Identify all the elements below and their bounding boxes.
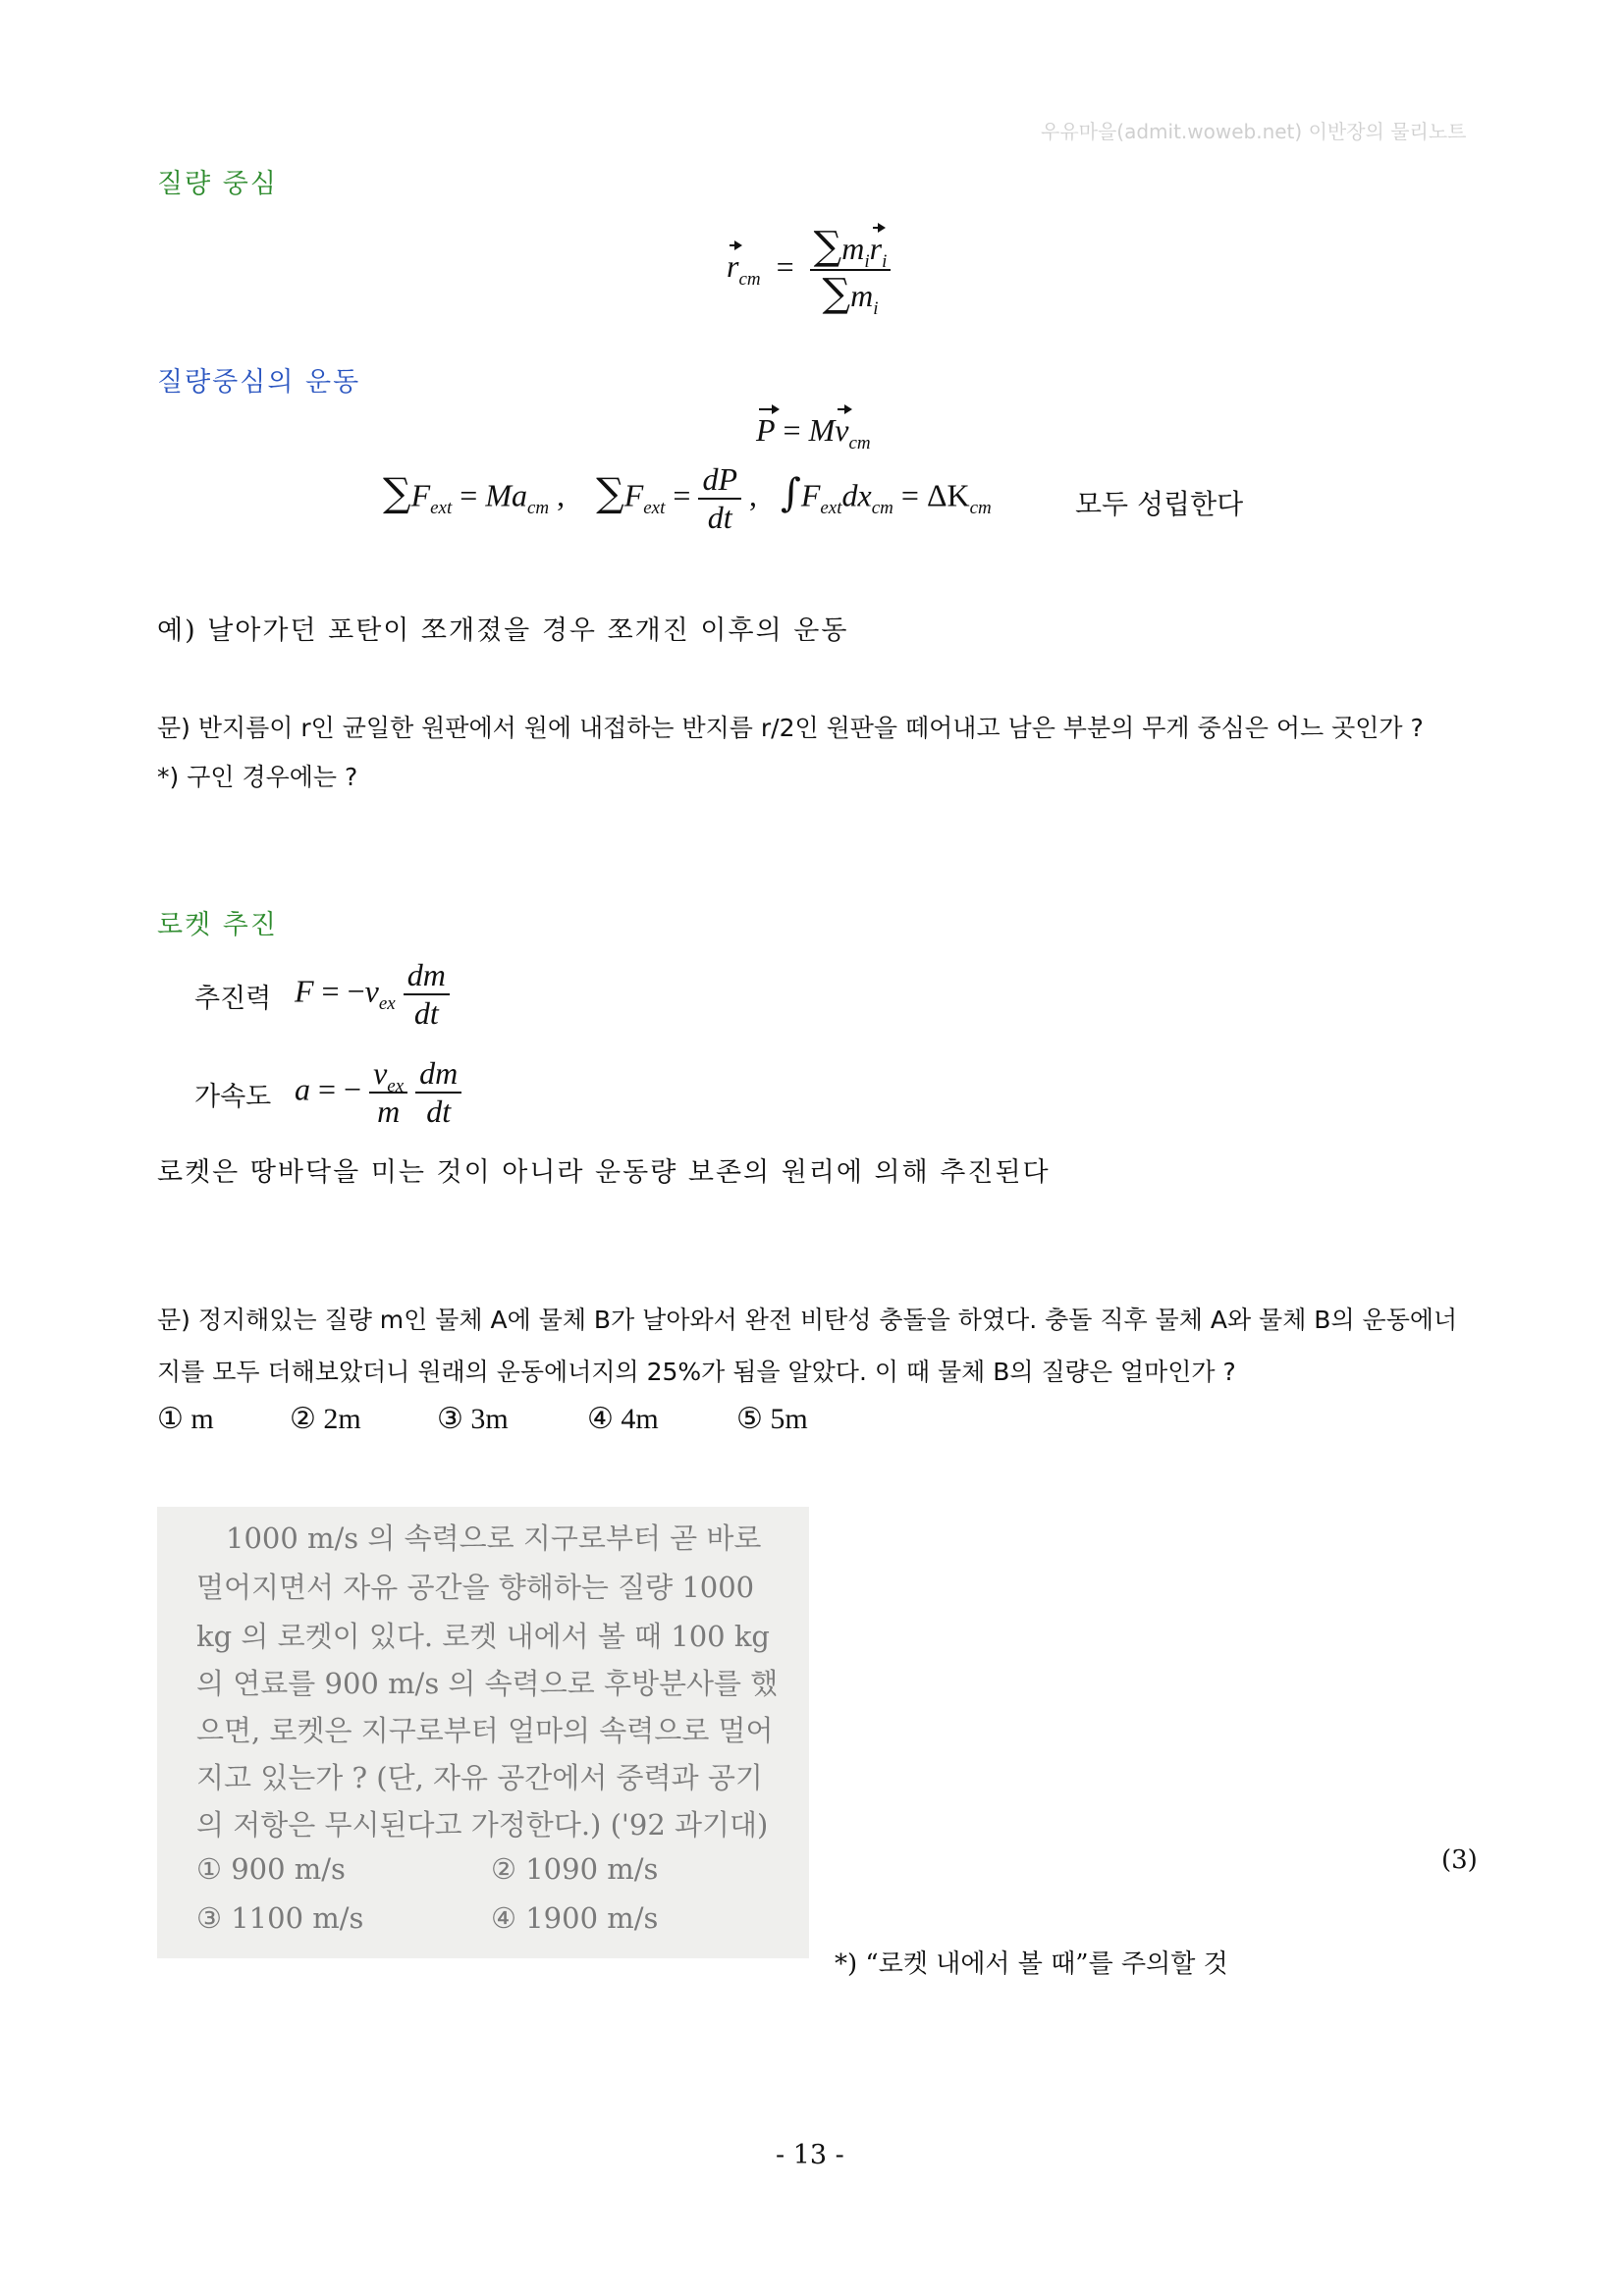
formula-equations-of-motion: $\sum F_{ext} = Ma_{cm}$ , $\sum F_{ext}$ = $\frac{dP}{dt}$ , $\int F_{ext}dx_{cm} = \Delta K_{cm}$ — [383, 461, 992, 535]
rocket-note: 로켓은 땅바닥을 미는 것이 아니라 운동량 보존의 원리에 의해 추진된다 — [157, 1157, 1051, 1188]
scan-choice-2: ② 1090 m/s — [491, 1852, 659, 1886]
question2-line1: 문) 정지해있는 질량 m인 물체 A에 물체 B가 날아와서 완전 비탄성 충돌을 하였다. 충돌 직후 물체 A와 물체 B의 운동에너 — [157, 1306, 1458, 1334]
formula-center-of-mass: $r_{cm}$ = $\frac{\sum m_ir_i}{\sum m_i}$ — [727, 224, 891, 316]
page-number: - 13 - — [776, 2140, 844, 2170]
question1-line1: 문) 반지름이 r인 균일한 원판에서 원에 내접하는 반지름 r/2인 원판을 떼어내고 남은 부분의 무게 중심은 어느 곳인가 ? — [157, 714, 1424, 742]
section-title-center-of-mass: 질량 중심 — [157, 169, 278, 199]
question1-line2: *) 구인 경우에는 ? — [157, 763, 358, 791]
section-title-motion-cm: 질량중심의 운동 — [157, 367, 361, 398]
question2-choice-3: ③ 3m — [437, 1403, 509, 1435]
scan-line-5: 으면, 로켓은 지구로부터 얼마의 속력으로 멀어 — [196, 1714, 774, 1747]
section-title-rocket: 로켓 추진 — [157, 910, 278, 940]
scan-choice-3: ③ 1100 m/s — [196, 1901, 364, 1935]
example-text: 예) 날아가던 포탄이 쪼개졌을 경우 쪼개진 이후의 운동 — [157, 615, 849, 646]
scan-line-4: 의 연료를 900 m/s 의 속력으로 후방분사를 했 — [196, 1667, 779, 1700]
scan-line-2: 멀어지면서 자유 공간을 향해하는 질량 1000 — [196, 1571, 755, 1604]
scan-line-1: 1000 m/s 의 속력으로 지구로부터 곧 바로 — [226, 1522, 762, 1555]
scanned-problem-image — [157, 1507, 809, 1958]
question2-choice-5: ⑤ 5m — [736, 1403, 808, 1435]
scan-line-3: kg 의 로켓이 있다. 로켓 내에서 볼 때 100 kg — [196, 1620, 770, 1653]
question2-choice-1: ① m — [157, 1403, 214, 1435]
answer-label: (3) — [1441, 1845, 1478, 1875]
question2-line2: 지를 모두 더해보았더니 원래의 운동에너지의 25%가 됨을 알았다. 이 때 물체 B의 질량은 얼마인가 ? — [157, 1358, 1236, 1386]
header-note: 우유마을(admit.woweb.net) 이반장의 물리노트 — [1041, 120, 1467, 143]
scan-choice-4: ④ 1900 m/s — [491, 1901, 659, 1935]
formula-note: 모두 성립한다 — [1075, 488, 1244, 520]
hint-text: *) “로켓 내에서 볼 때”를 주의할 것 — [835, 1949, 1228, 1979]
accel-label: 가속도 — [194, 1082, 272, 1112]
scan-choice-1: ① 900 m/s — [196, 1852, 346, 1886]
scan-line-7: 의 저항은 무시된다고 가정한다.) ('92 과기대) — [196, 1808, 769, 1842]
formula-thrust: $F = -v_{ex}$ $\frac{dm}{dt}$ — [295, 957, 450, 1032]
formula-momentum: $P = Mv_{cm}$ — [756, 412, 871, 454]
question2-choice-2: ② 2m — [290, 1403, 361, 1435]
question2-choice-4: ④ 4m — [587, 1403, 659, 1435]
thrust-label: 추진력 — [194, 984, 272, 1014]
scan-line-6: 지고 있는가 ? (단, 자유 공간에서 중력과 공기 — [196, 1761, 763, 1794]
formula-acceleration: a = − $\frac{v_{ex}}{m}$ $\frac{dm}{dt}$ — [295, 1055, 461, 1130]
